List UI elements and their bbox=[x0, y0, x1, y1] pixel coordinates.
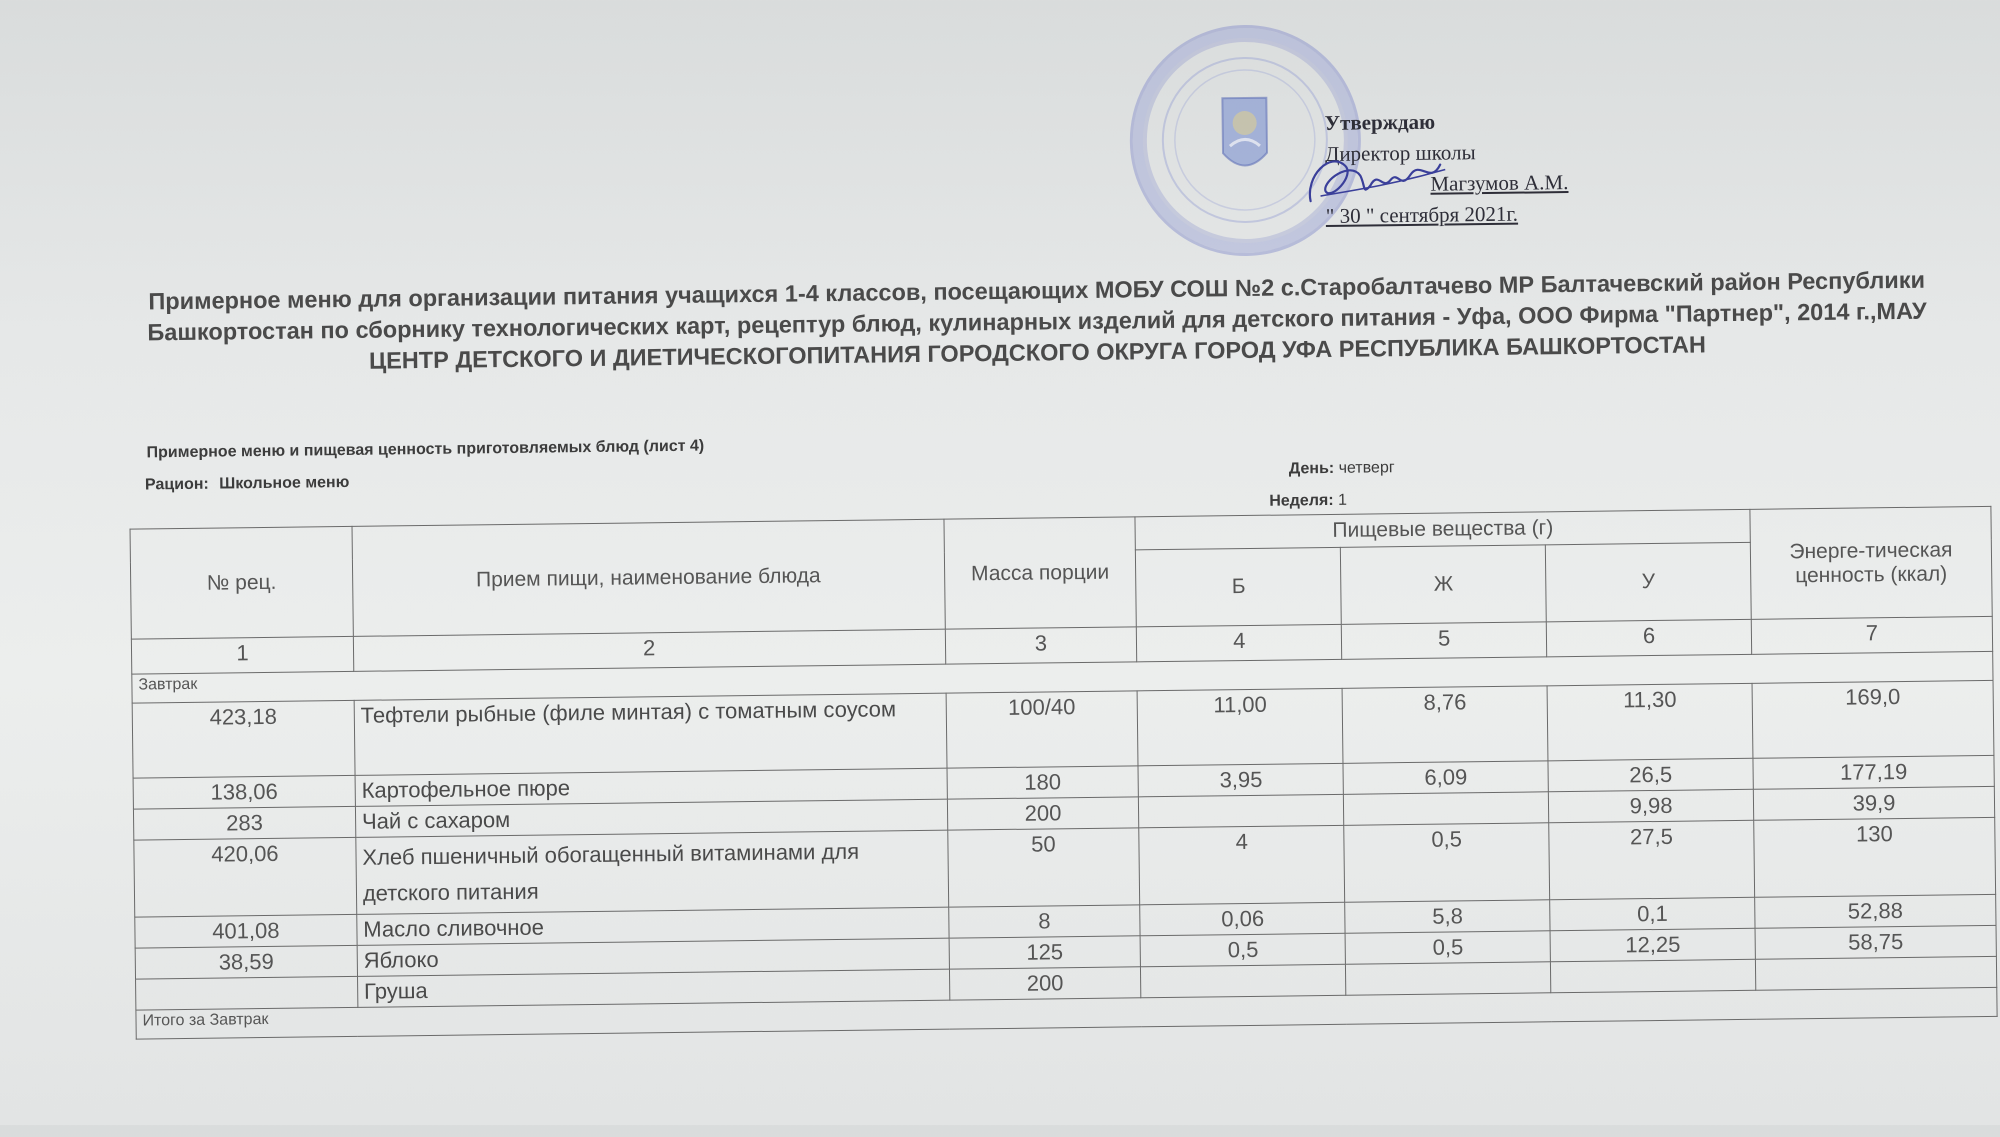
week-label: Неделя: bbox=[1269, 491, 1334, 510]
header-mass: Масса порции bbox=[943, 517, 1136, 629]
cell-rec: 38,59 bbox=[135, 945, 357, 979]
col-number: 1 bbox=[131, 636, 353, 674]
header-b: Б bbox=[1136, 547, 1342, 626]
cell-rec: 283 bbox=[133, 806, 355, 840]
day-info bbox=[1289, 459, 1395, 478]
cell-mass: 8 bbox=[948, 905, 1140, 938]
header-meal: Прием пищи, наименование блюда bbox=[352, 519, 945, 636]
cell-kcal: 52,88 bbox=[1755, 894, 1996, 928]
page-title: Примерное меню для организации питания учащихся 1-4 классов, посещающих МОБУ СОШ №2 с.Старобалтачево МР Балтачевский район Республики Башкортостан по сборнику технологических карт, рецептур блюд, кулинарных изделий для детского питания - Уфа, ООО Фирма "Партнер", 2014 г.,МАУ ЦЕНТР ДЕТСКОГО И ДИЕТИЧЕСКОГОПИТАНИЯ ГОРОДСКОГО ОКРУГА ГОРОД УФА РЕСПУБЛИКА БАШКОРТОСТАН bbox=[147, 266, 1927, 374]
cell-zh: 6,09 bbox=[1343, 761, 1548, 795]
col-number: 4 bbox=[1137, 624, 1342, 662]
ration-label: Рацион: bbox=[144, 475, 209, 494]
cell-b: 11,00 bbox=[1138, 688, 1344, 765]
cell-zh bbox=[1346, 962, 1551, 996]
header-energy: Энерге-тическая ценность (ккал) bbox=[1750, 506, 1992, 619]
cell-mass: 125 bbox=[949, 936, 1141, 969]
menu-table bbox=[130, 506, 1998, 1040]
cell-rec: 420,06 bbox=[134, 837, 357, 917]
cell-zh: 0,5 bbox=[1344, 823, 1550, 902]
cell-zh bbox=[1344, 792, 1549, 826]
cell-rec bbox=[136, 976, 358, 1010]
cell-b: 0,5 bbox=[1140, 933, 1345, 967]
cell-mass: 100/40 bbox=[946, 691, 1139, 768]
cell-rec: 138,06 bbox=[133, 775, 355, 809]
cell-mass: 200 bbox=[947, 797, 1139, 830]
header-rec: № рец. bbox=[130, 526, 353, 639]
cell-name: Яблоко bbox=[357, 938, 949, 976]
cell-name: Масло сливочное bbox=[357, 907, 949, 945]
section-label: Завтрак bbox=[132, 651, 1993, 703]
cell-zh: 8,76 bbox=[1342, 686, 1548, 763]
cell-mass: 180 bbox=[947, 766, 1139, 799]
cell-b bbox=[1141, 964, 1346, 998]
cell-u: 11,30 bbox=[1547, 683, 1753, 760]
cell-kcal: 39,9 bbox=[1753, 786, 1994, 820]
cell-name: Картофельное пюре bbox=[355, 768, 947, 806]
cell-b: 4 bbox=[1139, 825, 1345, 904]
week-value: 1 bbox=[1337, 491, 1348, 509]
sheet-subtitle: Примерное меню и пищевая ценность приготовляемых блюд (лист 4) bbox=[146, 437, 705, 462]
cell-kcal: 177,19 bbox=[1753, 755, 1994, 789]
cell-u: 27,5 bbox=[1549, 820, 1755, 899]
header-u: У bbox=[1545, 542, 1751, 621]
cell-u: 0,1 bbox=[1550, 897, 1755, 931]
cell-kcal: 58,75 bbox=[1755, 925, 1996, 959]
cell-b bbox=[1139, 794, 1344, 828]
week-info bbox=[1269, 492, 1347, 511]
header-zh: Ж bbox=[1341, 545, 1547, 624]
cell-zh: 0,5 bbox=[1345, 931, 1550, 965]
cell-name: Груша bbox=[357, 969, 949, 1007]
day-value: четверг bbox=[1338, 459, 1395, 477]
cell-mass: 50 bbox=[947, 828, 1140, 907]
col-number: 7 bbox=[1751, 616, 1992, 654]
col-number: 2 bbox=[353, 629, 945, 671]
cell-kcal bbox=[1755, 956, 1996, 990]
ration-value: Школьное меню bbox=[219, 473, 350, 493]
ration-info bbox=[145, 474, 350, 494]
cell-b: 0,06 bbox=[1140, 902, 1345, 936]
day-label: День: bbox=[1288, 459, 1335, 478]
cell-mass: 200 bbox=[949, 967, 1141, 1000]
col-number: 5 bbox=[1342, 622, 1547, 660]
cell-name: Чай с сахаром bbox=[355, 799, 947, 837]
cell-u bbox=[1551, 959, 1756, 993]
cell-name: Тефтели рыбные (филе минтая) с томатным соусом bbox=[354, 693, 947, 775]
col-number: 6 bbox=[1546, 619, 1751, 657]
cell-rec: 423,18 bbox=[132, 700, 355, 778]
cell-zh: 5,8 bbox=[1345, 900, 1550, 934]
cell-b: 3,95 bbox=[1138, 763, 1343, 797]
cell-rec: 401,08 bbox=[135, 914, 357, 948]
cell-name: Хлеб пшеничный обогащенный витаминами для детского питания bbox=[356, 830, 949, 914]
cell-u: 12,25 bbox=[1550, 928, 1755, 962]
col-number: 3 bbox=[945, 627, 1137, 664]
handwritten-signature bbox=[1300, 144, 1451, 221]
cell-u: 26,5 bbox=[1548, 758, 1753, 792]
cell-kcal: 169,0 bbox=[1752, 680, 1994, 758]
total-label: Итого за Завтрак bbox=[136, 987, 1997, 1039]
approval-position: Директор школы bbox=[1324, 140, 1476, 166]
approval-title: Утверждаю bbox=[1324, 109, 1436, 135]
header-nutrients: Пищевые вещества (г) bbox=[1135, 509, 1750, 550]
cell-kcal: 130 bbox=[1754, 817, 1996, 897]
cell-u: 9,98 bbox=[1549, 789, 1754, 823]
director-name: Магзумов А.М. bbox=[1430, 170, 1569, 196]
approval-date: " 30 " сентября 2021г. bbox=[1325, 201, 1519, 228]
